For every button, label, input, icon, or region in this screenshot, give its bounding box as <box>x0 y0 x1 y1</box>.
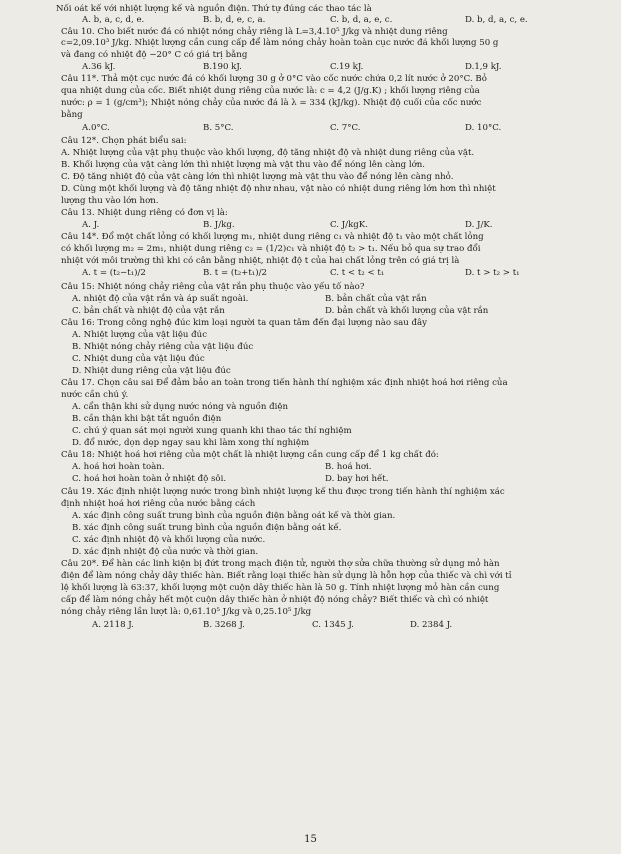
q10-option-b: B.190 kJ. <box>203 62 242 72</box>
q11-option-c: C. 7°C. <box>330 123 361 133</box>
q14-line-2: có khối lượng m₂ = 2m₁, nhiệt dung riêng c₂ = (1/2)c₁ và nhiệt độ t₂ > t₁. Nếu bỏ qua sự trao đổi <box>61 244 481 254</box>
q20-option-b: B. 3268 J. <box>203 620 245 630</box>
q18-option-a: A. hoá hơi hoàn toàn. <box>72 462 165 472</box>
q13-option-c: C. J/kgK. <box>330 220 368 230</box>
q20-option-d: D. 2384 J. <box>410 620 453 630</box>
q12-option-b: B. Khối lượng của vật càng lớn thì nhiệt lượng mà vật thu vào để nóng lên càng lớn. <box>61 160 426 170</box>
q17-option-d: D. đổ nước, dọn dẹp ngay sau khi làm xong thí nghiệm <box>72 438 310 448</box>
q14-option-a: A. t = (t₂−t₁)/2 <box>82 268 146 278</box>
q18-option-c: C. hoá hơi hoàn toàn ở nhiệt độ sôi. <box>72 474 227 484</box>
q15-option-a: A. nhiệt độ của vật rắn và áp suất ngoài. <box>72 294 249 304</box>
q18-title: Câu 18: Nhiệt hoá hơi riêng của một chất là nhiệt lượng cần cung cấp để 1 kg chất đó: <box>61 450 439 460</box>
q9-option-b: B. b, d, e, c, a. <box>203 15 266 25</box>
q19-option-d: D. xác định nhiệt độ của nước và thời gian. <box>72 547 259 557</box>
q15-option-d: D. bản chất và khối lượng của vật rắn <box>325 306 489 316</box>
q11-line-1: Câu 11*. Thả một cục nước đá có khối lượng 30 g ở 0°C vào cốc nước chứa 0,2 lít nước ở 20°C. Bỏ <box>61 74 487 84</box>
q19-line-2: định nhiệt hoá hơi riêng của nước bằng cách <box>61 499 256 509</box>
q12-option-c: C. Độ tăng nhiệt độ của vật càng lớn thì nhiệt lượng mà vật thu vào để nóng lên càng nhỏ. <box>61 172 454 182</box>
q16-option-a: A. Nhiệt lượng của vật liệu đúc <box>72 330 208 340</box>
line-header: Nối oát kế với nhiệt lượng kế và nguồn điện. Thứ tự đúng các thao tác là <box>56 4 372 14</box>
q20-line-4: cấp để làm nóng chảy hết một cuộn dây thiếc hàn ở nhiệt độ nóng chảy? Biết thiếc và chì có nhiệt <box>61 595 489 605</box>
q13-title: Câu 13. Nhiệt dung riêng có đơn vị là: <box>61 208 228 218</box>
q11-option-b: B. 5°C. <box>203 123 234 133</box>
q12-option-d: D. Cùng một khối lượng và độ tăng nhiệt độ như nhau, vật nào có nhiệt dung riêng lớn hơn thì nhiệt <box>61 184 496 194</box>
q14-option-c: C. t < t₂ < t₁ <box>330 268 385 278</box>
q20-line-3: lệ khối lượng là 63:37, khối lượng một cuộn dây thiếc hàn là 50 g. Tính nhiệt lượng mỏ hàn cần cung <box>61 583 500 593</box>
q19-option-c: C. xác định nhiệt độ và khối lượng của nước. <box>72 535 266 545</box>
q12-option-a: A. Nhiệt lượng của vật phụ thuộc vào khối lượng, độ tăng nhiệt độ và nhiệt dung riêng của vật. <box>61 148 475 158</box>
q10-line-2: c=2,09.10³ J/kg. Nhiệt lượng cần cung cấp để làm nóng chảy hoàn toàn cục nước đá khối lượng 50 g <box>61 38 499 48</box>
q11-line-4: bằng <box>61 110 83 120</box>
q18-option-b: B. hoá hơi. <box>325 462 372 472</box>
q11-line-2: qua nhiệt dung của cốc. Biết nhiệt dung riêng của nước là: c = 4,2 (J/g.K) ; khối lượng riêng của <box>61 86 480 96</box>
q9-option-d: D. b, d, a, c, e. <box>465 15 528 25</box>
page-number: 15 <box>304 834 317 845</box>
q20-option-c: C. 1345 J. <box>312 620 354 630</box>
q17-option-a: A. cẩn thận khi sử dụng nước nóng và nguồn điện <box>72 402 289 412</box>
q9-option-c: C. b, d, a, e, c. <box>330 15 393 25</box>
q20-line-2: điện để làm nóng chảy dây thiếc hàn. Biết rằng loại thiếc hàn sử dụng là hỗn hợp của thiếc và chì với tỉ <box>61 571 512 581</box>
q16-option-c: C. Nhiệt dung của vật liệu đúc <box>72 354 205 364</box>
q10-option-d: D.1,9 kJ. <box>465 62 502 72</box>
q11-line-3: nước: ρ = 1 (g/cm³); Nhiệt nóng chảy của nước đá là λ = 334 (kJ/kg). Nhiệt độ cuối của cốc nước <box>61 98 482 108</box>
q13-option-a: A. J. <box>82 220 100 230</box>
q20-line-5: nóng chảy riêng lần lượt là: 0,61.10⁵ J/kg và 0,25.10⁵ J/kg <box>61 607 312 617</box>
q16-title: Câu 16: Trong công nghệ đúc kim loại người ta quan tâm đến đại lượng nào sau đây <box>61 318 428 328</box>
q15-option-c: C. bản chất và nhiệt độ của vật rắn <box>72 306 225 316</box>
q14-line-3: nhiệt với môi trường thì khi có cân bằng nhiệt, nhiệt độ t của hai chất lỏng trên có giá trị là <box>61 256 460 266</box>
q19-line-1: Câu 19. Xác định nhiệt lượng nước trong bình nhiệt lượng kế thu được trong tiến hành thí nghiệm xác <box>61 487 505 497</box>
q19-option-a: A. xác định công suất trung bình của nguồn điện bằng oát kế và thời gian. <box>72 511 396 521</box>
q10-line-1: Câu 10. Cho biết nước đá có nhiệt nóng chảy riêng là L=3,4.10⁵ J/kg và nhiệt dung riêng <box>61 27 448 37</box>
q12-option-d-cont: lượng thu vào lớn hơn. <box>61 196 159 206</box>
q9-option-a: A. b, a, c, d, e. <box>82 15 145 25</box>
q17-line-1: Câu 17. Chọn câu sai Để đảm bảo an toàn trong tiến hành thí nghiệm xác định nhiệt hoá hơi riêng của <box>61 378 508 388</box>
q10-line-3: và đang có nhiệt độ −20° C có giá trị bằng <box>61 50 248 60</box>
q20-line-1: Câu 20*. Để hàn các linh kiện bị đứt trong mạch điện tử, người thợ sửa chữa thường sử dụng mỏ hàn <box>61 559 500 569</box>
q17-option-b: B. cần thận khi bật tắt nguồn điện <box>72 414 222 424</box>
q10-option-a: A.36 kJ. <box>82 62 116 72</box>
q14-line-1: Câu 14*. Đổ một chất lỏng có khối lượng m₁, nhiệt dung riêng c₁ và nhiệt độ t₁ vào một chất lỏng <box>61 232 484 242</box>
q19-option-b: B. xác định công suất trung bình của nguồn điện bằng oát kế. <box>72 523 342 533</box>
q13-option-b: B. J/kg. <box>203 220 235 230</box>
q11-option-a: A.0°C. <box>82 123 110 133</box>
q18-option-d: D. bay hơi hết. <box>325 474 389 484</box>
q14-option-d: D. t > t₂ > t₁ <box>465 268 520 278</box>
q17-line-2: nước cần chú ý. <box>61 390 129 400</box>
q16-option-b: B. Nhiệt nóng chảy riêng của vật liệu đúc <box>72 342 254 352</box>
q17-option-c: C. chú ý quan sát mọi người xung quanh khi thao tác thí nghiệm <box>72 426 352 436</box>
q12-title: Câu 12*. Chọn phát biểu sai: <box>61 136 187 146</box>
q13-option-d: D. J/K. <box>465 220 493 230</box>
q14-option-b: B. t = (t₂+t₁)/2 <box>203 268 267 278</box>
q11-option-d: D. 10°C. <box>465 123 502 133</box>
q10-option-c: C.19 kJ. <box>330 62 364 72</box>
q16-option-d: D. Nhiệt dung riêng của vật liệu đúc <box>72 366 231 376</box>
q15-title: Câu 15: Nhiệt nóng chảy riêng của vật rắn phụ thuộc vào yếu tố nào? <box>61 282 365 292</box>
q20-option-a: A. 2118 J. <box>92 620 134 630</box>
q15-option-b: B. bản chất của vật rắn <box>325 294 427 304</box>
